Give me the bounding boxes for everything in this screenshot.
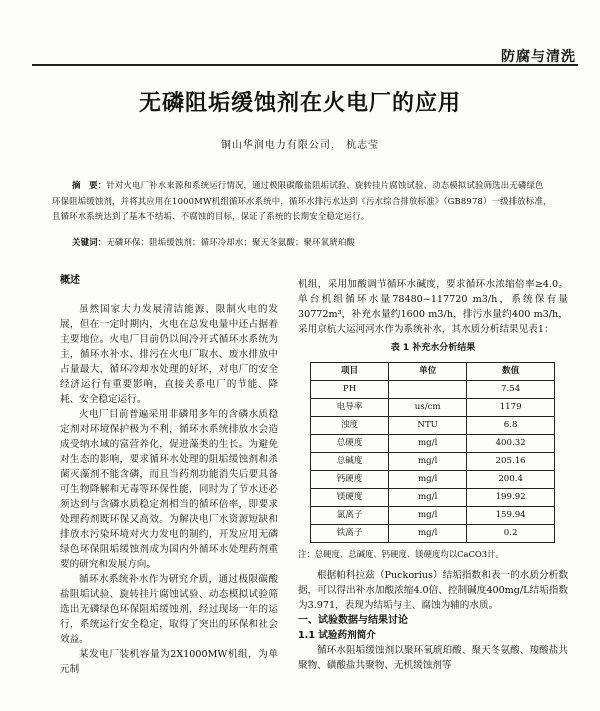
article-title: 无磷阻垢缓蚀剂在火电厂的应用 bbox=[138, 91, 461, 116]
table-cell: 铁离子 bbox=[311, 525, 389, 543]
keywords bbox=[72, 236, 552, 248]
section-tag: 防腐与清洗 bbox=[501, 49, 576, 65]
table-row bbox=[311, 453, 555, 471]
paragraph: 循环水阻垢缓蚀剂以聚环氧琥珀酸、聚天冬氨酸、羧酸盐共聚物、磺酸盐共聚物、无机缓蚀剂等 bbox=[298, 645, 568, 671]
keywords-label: 关键词： bbox=[72, 237, 107, 247]
table-header-row bbox=[311, 363, 555, 381]
table-cell: 6.8 bbox=[467, 417, 555, 435]
table-cell: PH bbox=[311, 381, 389, 399]
table-cell: 0.2 bbox=[467, 525, 555, 543]
table-cell: us/cm bbox=[389, 399, 467, 417]
header-rule bbox=[32, 64, 578, 66]
column-header: 数值 bbox=[467, 363, 555, 381]
section-heading: 一、试验数据与结果讨论 bbox=[298, 615, 408, 626]
paragraph: 火电厂目前普遍采用非磷用多年的含磷水质稳定剂对环境保护极为不利，循环水系统排放水会造成受纳水域的富营养化，促进藻类的生长。为避免对生态的影响，要求循环水处理的阻垢缓蚀剂和杀菌灭藻剂不能含磷，而且当药剂功能消失后要具备可生物降解和无毒等环保性能，同时为了节水还必须达到与含磷水质稳定剂相当的循环倍率，即要求处理药剂既环保又高效。为解决电厂水资源短缺和排放水污染环境对火力发电的制约，开发应用无磷绿色环保阻垢缓蚀剂成为国内外循环水处理药剂重要的研究和发展方向。 bbox=[60, 409, 278, 570]
table-row bbox=[311, 471, 555, 489]
table-cell: 氯离子 bbox=[311, 507, 389, 525]
table-row bbox=[311, 435, 555, 453]
paragraph: 循环水系统补水作为研究介质，通过极限碳酸盐阻垢试验、旋转挂片腐蚀试验、动态模拟试验筛选出无磷绿色环保阻垢缓蚀剂，经过现场一年的运行，系统运行安全稳定，取得了突出的环保和社会效益。 bbox=[60, 574, 278, 645]
table-cell: 400.32 bbox=[467, 435, 555, 453]
overview-heading: 概述 bbox=[60, 275, 80, 286]
left-column bbox=[60, 273, 278, 677]
water-analysis-table bbox=[310, 362, 555, 543]
table-note: 注：总硬度、总碱度、钙硬度、镁硬度均以CaCO3计。 bbox=[298, 549, 504, 559]
table-cell: mg/l bbox=[389, 507, 467, 525]
table-cell: mg/l bbox=[389, 435, 467, 453]
table-cell: mg/l bbox=[389, 525, 467, 543]
table-row bbox=[311, 507, 555, 525]
table-cell: 总硬度 bbox=[311, 435, 389, 453]
table-cell: 镁硬度 bbox=[311, 489, 389, 507]
right-column bbox=[298, 277, 568, 673]
abstract bbox=[52, 178, 552, 225]
table-cell: 159.94 bbox=[467, 507, 555, 525]
table-cell: mg/l bbox=[389, 471, 467, 489]
keywords-text: 无磷环保；阻垢缓蚀剂；循环冷却水；聚天冬氨酸；聚环氧琥珀酸 bbox=[106, 237, 355, 247]
table-cell: 电导率 bbox=[311, 399, 389, 417]
table-cell bbox=[389, 381, 467, 399]
paragraph: 根据帕科拉兹（Puckorius）结垢指数和表一的水质分析数据，可以得出补水加酸浓缩4.0倍、控制碱度400mg/L结垢指数为3.971，表现为结垢与主、腐蚀为辅的水质。 bbox=[298, 570, 568, 611]
paragraph: 某发电厂装机容量为2X1000MW机组，为单元制 bbox=[60, 649, 278, 675]
table-cell: 钙硬度 bbox=[311, 471, 389, 489]
affiliation: 铜山华润电力有限公司， 杭志莹 bbox=[220, 140, 380, 151]
table-cell: 200.4 bbox=[467, 471, 555, 489]
table-caption: 表 1 补充水分析结果 bbox=[390, 343, 476, 353]
table-cell: 7.54 bbox=[467, 381, 555, 399]
table-cell: 199.92 bbox=[467, 489, 555, 507]
table-cell: 1179 bbox=[467, 399, 555, 417]
table-row bbox=[311, 489, 555, 507]
table-cell: 205.16 bbox=[467, 453, 555, 471]
table-row bbox=[311, 399, 555, 417]
table-row bbox=[311, 381, 555, 399]
table-cell: 浊度 bbox=[311, 417, 389, 435]
table-cell: mg/l bbox=[389, 489, 467, 507]
column-header: 项目 bbox=[311, 363, 389, 381]
abstract-text: 针对火电厂补水来源和系统运行情况，通过极限碳酸盐阻垢试验、旋转挂片腐蚀试验、动态模拟试验筛选出无磷绿色环保阻垢缓蚀剂，并将其应用在1000MW机组循环水系统中，循环水排污水达到《污水综合排放标准》（GB8978）一级排放标准，且循环水系统达到了基本不结垢、不腐蚀的目标，保证了系统的长期安全稳定运行。 bbox=[52, 180, 552, 221]
table-cell: mg/l bbox=[389, 453, 467, 471]
table-row bbox=[311, 525, 555, 543]
table-row bbox=[311, 417, 555, 435]
paragraph: 机组，采用加酸调节循环水碱度，要求循环水浓缩倍率≥4.0。单台机组循环水量78480~117720 m3/h，系统保有量30772m³，补充水量约1600 m3/h，排污水量约400 m3/h，采用京杭大运河河水作为系统补水，其水质分析结果见表1： bbox=[298, 279, 568, 335]
table-cell: NTU bbox=[389, 417, 467, 435]
abstract-label: 摘 要： bbox=[72, 180, 107, 190]
column-header: 单位 bbox=[389, 363, 467, 381]
table-cell: 总碱度 bbox=[311, 453, 389, 471]
subsection-heading: 1.1 试验药剂简介 bbox=[298, 630, 376, 641]
paragraph: 虽然国家大力发展清洁能源、限制火电的发展，但在一定时期内，火电在总发电量中还占据着主要地位。火电厂目前仍以间冷开式循环水系统为主，循环水补水、排污在火电厂取水、废水排放中占量最大，循环冷却水处理的好坏，对电厂的安全经济运行有重要影响，直接关系电厂的节能、降耗、安全稳定运行。 bbox=[60, 304, 278, 405]
